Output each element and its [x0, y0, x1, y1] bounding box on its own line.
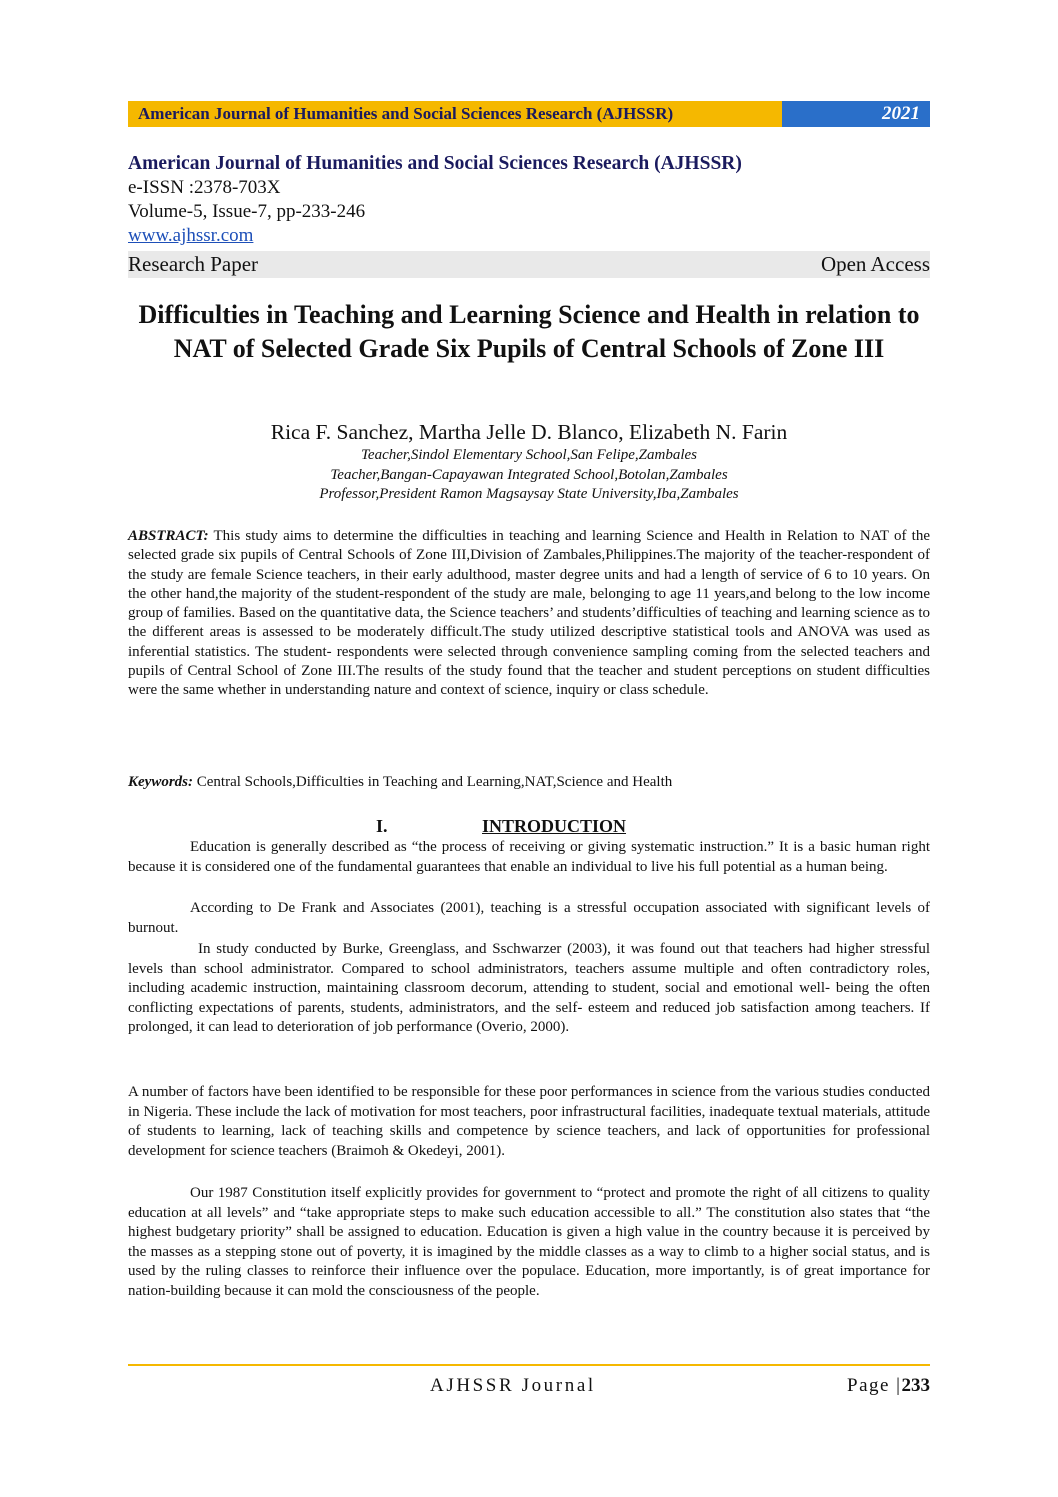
section-number: I. — [376, 816, 388, 836]
journal-title: American Journal of Humanities and Social Sciences Research (AJHSSR) — [128, 153, 742, 174]
paper-type-bar — [128, 251, 930, 278]
footer-rule — [128, 1364, 930, 1366]
journal-info — [128, 152, 930, 248]
footer-journal: AJHSSR Journal — [430, 1375, 596, 1396]
keywords-text: Central Schools,Difficulties in Teaching and Learning,NAT,Science and Health — [196, 774, 673, 790]
paper-type: Research Paper — [128, 252, 259, 276]
affiliation-2: Teacher,Bangan-Capayawan Integrated School,Botolan,Zambales — [330, 466, 728, 483]
journal-header-band — [128, 101, 930, 127]
journal-band-year: 2021 — [782, 101, 930, 127]
footer-page-number: 233 — [901, 1375, 930, 1396]
paragraph-1: Education is generally described as “the process of receiving or giving systematic instruction.” It is a basic human right because it is considered one of the fundamental guarantees that enable an individual to live his full potential as a human being. — [128, 839, 930, 875]
abstract — [128, 527, 930, 701]
section-title: INTRODUCTION — [482, 816, 627, 836]
paragraph-2: According to De Frank and Associates (2001), teaching is a stressful occupation associated with significant levels of burnout. — [128, 900, 930, 936]
page-footer — [128, 1374, 930, 1398]
footer-page-label: Page | — [847, 1375, 902, 1396]
access-type: Open Access — [820, 252, 930, 276]
keywords-label: Keywords: — [128, 774, 193, 790]
affiliations — [128, 446, 930, 505]
abstract-text: This study aims to determine the difficulties in teaching and learning Science and Health in Relation to NAT of the selected grade six pupils of Central Schools of Zone III,Division of Zambales,Philippines.The majority of the teacher-respondent of the study are female Science teachers, in their early adulthood, master degree units and had a length of service of 6 to 10 years. On the other hand,the majority of the student-respondent of the study are male, belonging to age 11 years,and belong to the low income group of families. Based on the quantitative data, the Science teachers’ and students’difficulties of teaching and learning science as to the different areas is assessed to be moderately difficult.The study utilized descriptive statistical tools and ANOVA was used as inferential statistics. The student- respondents were selected through convenience sampling coming from the selected teachers and pupils of Central School of Zone III.The results of the study found that the teacher and student perceptions on student difficulties were the same whether in understanding nature and context of science, inquiry or class schedule. — [128, 528, 930, 699]
affiliation-3: Professor,President Ramon Magsaysay State University,Iba,Zambales — [319, 486, 739, 502]
keywords — [128, 773, 930, 792]
journal-band-title: American Journal of Humanities and Social Sciences Research (AJHSSR) — [128, 101, 782, 127]
issn: e-ISSN :2378-703X — [128, 177, 281, 198]
affiliation-1: Teacher,Sindol Elementary School,San Felipe,Zambales — [360, 447, 698, 463]
authors: Rica F. Sanchez, Martha Jelle D. Blanco, Elizabeth N. Farin — [270, 420, 788, 444]
volume-info: Volume-5, Issue-7, pp-233-246 — [128, 201, 366, 222]
paragraph-4: A number of factors have been identified to be responsible for these poor performances in science from the various studies conducted in Nigeria. These include the lack of motivation for most teachers, poor infrastructural facilities, inadequate textual materials, attitude of students to learning, lack of teaching skills and competence by science teachers, and lack of opportunities for professional development for science teachers (Braimoh & Okedeyi, 2001). — [128, 1084, 930, 1159]
paragraph-3: In study conducted by Burke, Greenglass, and Sschwarzer (2003), it was found out that teachers had higher stressful levels than school administrator. Compared to school administrators, teachers assume multiple and often contradictory roles, including academic instruction, maintaining classroom decorum, attending to student, social and emotional well- being the often conflicting expectations of parents, students, administrators, and the self- esteem and reduced job satisfaction among teachers. If prolonged, it can lead to deterioration of job performance (Overio, 2000). — [128, 941, 930, 1035]
footer-page — [847, 1374, 930, 1398]
paper-title: Difficulties in Teaching and Learning Science and Health in relation to NAT of Selected Grade Six Pupils of Central Schools of Zone III — [138, 300, 920, 363]
abstract-label: ABSTRACT: — [128, 528, 209, 544]
website-link[interactable]: www.ajhssr.com — [128, 225, 254, 246]
paragraph-5: Our 1987 Constitution itself explicitly provides for government to “protect and promote the right of all citizens to quality education at all levels” and “take appropriate steps to make such education accessible to all.” The constitution also states that “the highest budgetary priority” shall be assigned to education. Education is given a high value in the country because it is perceived by the masses as a stepping stone out of poverty, it is imagined by the middle classes as a way to climb to a higher social status, and is used by the ruling classes to reinforce their influence over the populace. Education, more importantly, is of great importance for nation-building because it can mold the consciousness of the people. — [128, 1185, 930, 1299]
